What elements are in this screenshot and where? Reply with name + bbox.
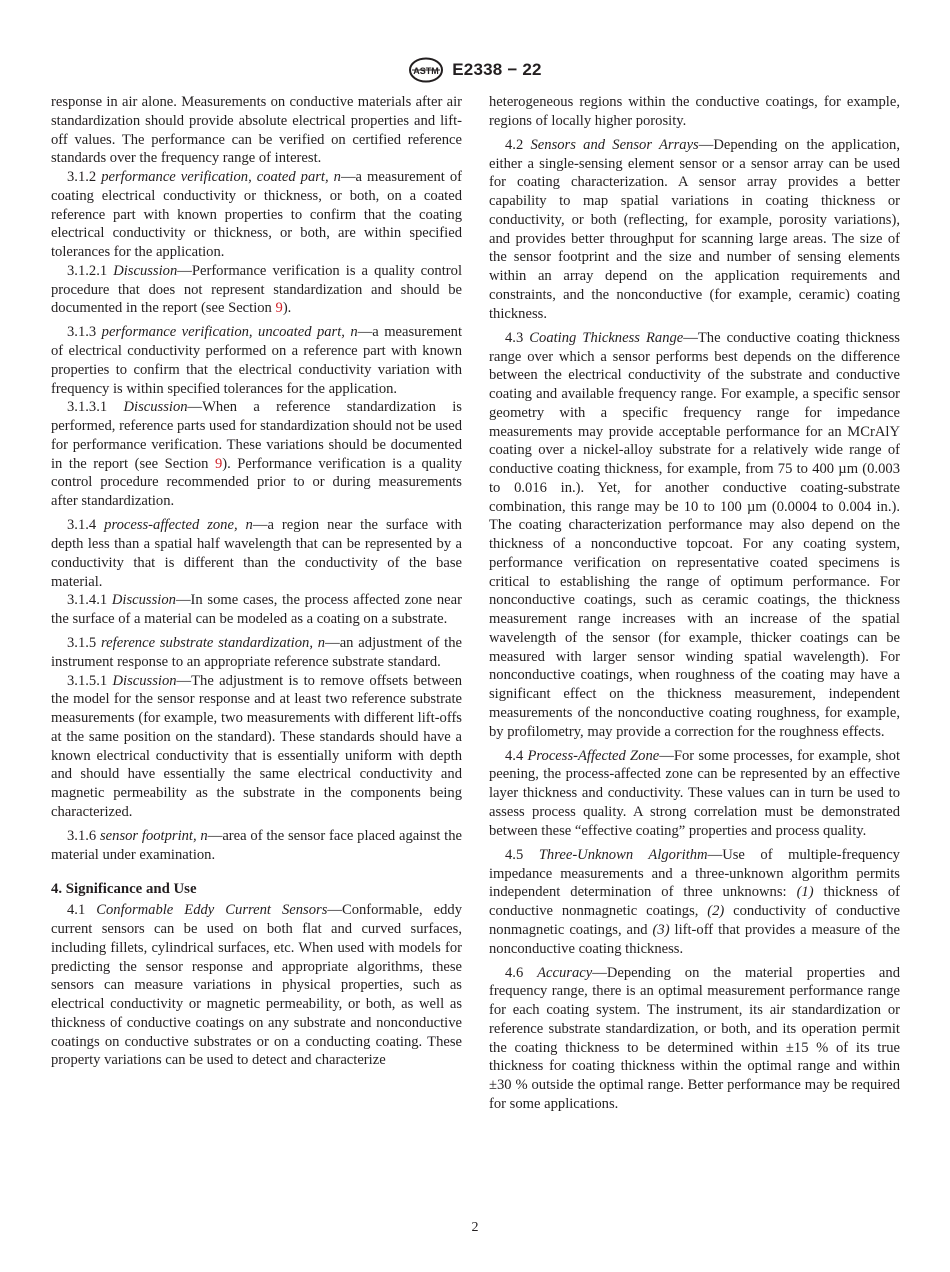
subsection-title: Accuracy bbox=[537, 964, 593, 981]
paragraph-4-5 bbox=[489, 846, 900, 959]
paragraph-number: 4.5 bbox=[505, 846, 524, 863]
paragraph-text: —For some processes, for example, shot peening, the process-affected zone can be represented by an effective layer thickness and conductivity. These values can in turn be used to assess process quality. A strong correlation must be demonstrated between these “effective coating” properties and process quality. bbox=[489, 747, 901, 839]
paragraph-3-1-4 bbox=[51, 516, 462, 591]
paragraph-number: 3.1.4 bbox=[67, 517, 97, 534]
subsection-title: Coating Thickness Range bbox=[529, 329, 684, 346]
paragraph-text: —Performance verification is a quality control procedure that does not represent standardization and should be documented in the report (see Section bbox=[51, 262, 462, 317]
section-link[interactable]: 9 bbox=[275, 300, 283, 317]
defined-term: performance verification, coated part, n bbox=[101, 169, 341, 185]
defined-term: process-affected zone, n bbox=[104, 517, 253, 534]
page-number: 2 bbox=[471, 1220, 479, 1235]
paragraph-number: 3.1.4.1 bbox=[67, 592, 108, 609]
subsection-title: Process-Affected Zone bbox=[527, 747, 660, 764]
paragraph-text: —Use of multiple-frequency impedance measurements and a three-unknown algorithm permits independent determination of three unknowns: bbox=[489, 846, 900, 901]
paragraph-3-1-3-1 bbox=[51, 398, 462, 511]
paragraph-4-3 bbox=[489, 329, 900, 742]
paragraph-text: —The adjustment is to remove offsets between the model for the sensor response and at least two reference substrate measurements (for example, two measurements with different lift-offs at the same position on the standard). These standards should have a known electrical conductivity that is essentially uniform with depth and should have essentially the same electrical conductivity and magnetic permeability as the substrate in the components being characterized. bbox=[51, 672, 462, 820]
paragraph-4-1 bbox=[51, 901, 462, 1070]
discussion-label: Discussion bbox=[111, 592, 176, 609]
defined-term: performance verification, uncoated part, n bbox=[101, 324, 358, 341]
paragraph-4-2 bbox=[489, 136, 900, 324]
astm-logo-icon bbox=[408, 57, 444, 83]
paragraph-text: —a measurement of coating electrical conductivity or thickness, or both, on a coated reference part with known properties to confirm that the coating electrical conductivity or thickness, or both, are within specified tolerances for the application. bbox=[51, 169, 462, 260]
enumeration-marker: (2) bbox=[707, 903, 725, 920]
paragraph-number: 4.6 bbox=[505, 964, 524, 981]
paragraph-number: 4.4 bbox=[505, 747, 524, 764]
paragraph-text: —Conformable, eddy current sensors can be used on both flat and curved surfaces, including fillets, cylindrical surfaces, etc. When used with models for predicting the sensor response and appropriate algorithms, these sensors can measure variations in physical properties, such as electrical conductivity or magnetic permeability, or both, as well as thickness of conductive coatings on any substrate and nonconductive coatings on conductive substrates or on a conducting coating. These property variations can be used to detect and characterize bbox=[51, 902, 462, 1069]
paragraph-number: 4.3 bbox=[505, 329, 524, 346]
paragraph-text: ). Performance verification is a quality control procedure recommended prior to or during measurements after standardization. bbox=[51, 455, 462, 510]
paragraph-text: —a region near the surface with depth less than a spatial half wavelength that can be represented by a conductivity that is different than the conductivity of the base material. bbox=[51, 517, 462, 590]
section-heading: 4. Significance and Use bbox=[51, 880, 197, 897]
paragraph-text: —Depending on the material properties and frequency range, there is an optimal measurement performance range for each coating system. The instrument, its air standardization or reference substrate standardization, or both, and its operation permit the coating thickness to be determined within ±15 % of its true thickness for coating thickness within the optimal range and within ±30 % outside the optimal range. Better performance may be required for some applications. bbox=[489, 964, 900, 1112]
paragraph-text: —a measurement of electrical conductivity performed on a reference part with known properties to confirm that the electrical conductivity variation with frequency is within specified tolerances for the application. bbox=[51, 324, 463, 397]
paragraph-number: 3.1.5.1 bbox=[67, 672, 108, 689]
paragraph-4-6 bbox=[489, 964, 900, 1114]
paragraph-3-1-2-1 bbox=[51, 262, 462, 318]
paragraph: heterogeneous regions within the conductive coatings, for example, regions of locally higher porosity. bbox=[489, 94, 900, 129]
paragraph-number: 3.1.2 bbox=[67, 169, 97, 185]
paragraph-number: 3.1.3 bbox=[67, 324, 97, 341]
paragraph-text: conductivity of conductive nonmagnetic coatings, and bbox=[489, 903, 900, 938]
discussion-label: Discussion bbox=[112, 672, 177, 689]
subsection-title: Conformable Eddy Current Sensors bbox=[96, 902, 328, 919]
paragraph-text: —an adjustment of the instrument response to an appropriate reference substrate standard. bbox=[51, 635, 463, 670]
paragraph-3-1-3 bbox=[51, 323, 462, 398]
paragraph-3-1-5 bbox=[51, 634, 462, 672]
paragraph-3-1-4-1 bbox=[51, 591, 462, 629]
enumeration-marker: (3) bbox=[652, 921, 670, 938]
paragraph-3-1-6 bbox=[51, 827, 462, 865]
paragraph-3-1-5-1 bbox=[51, 672, 462, 822]
paragraph-text: —area of the sensor face placed against the material under examination. bbox=[51, 828, 462, 863]
enumeration-marker: (1) bbox=[796, 884, 814, 901]
subsection-title: Sensors and Sensor Arrays bbox=[530, 136, 699, 153]
paragraph-text: —The conductive coating thickness range over which a sensor performs best depends on the difference between the electrical conductivity of the substrate and conductive coating and available frequency range. For example, a specific sensor geometry with a specific frequency range for impedance measurements may provide acceptable performance for an MCrAlY coating over a nickel-alloy substrate for a relatively wide range of conductive coating thickness, for example, from 75 to 400 µm (0.003 to 0.016 in.). Yet, for another conductive coating-substrate combination, this range may be 10 to 100 µm (0.0004 to 0.004 in.). The coating characterization performance may also depend on the thickness of a nonconductive topcoat. For any coating system, performance verification on representative coated specimens is critical to establishing the range of optimum performance. For nonconductive coatings, such as ceramic coatings, the thickness measurement range increases with an increase of the spatial wavelength of the sensor (for example, thicker coatings can be measured with larger sensor winding spatial wavelength). For nonconductive coatings, when roughness of the coating may have a significant effect on the thickness measurement, independent measurements of the nonconductive coating roughness, for example, by profilometry, may provide a correction for the roughness effects. bbox=[489, 329, 900, 740]
paragraph-number: 4.1 bbox=[67, 902, 86, 919]
defined-term: reference substrate standardization, n bbox=[101, 635, 326, 652]
discussion-label: Discussion bbox=[113, 262, 178, 279]
paragraph-text: thickness of conductive nonmagnetic coatings, bbox=[489, 884, 900, 920]
paragraph-number: 3.1.5 bbox=[67, 635, 97, 652]
paragraph-number: 3.1.6 bbox=[67, 828, 97, 845]
defined-term: sensor footprint, n bbox=[99, 828, 208, 845]
paragraph-text: —Depending on the application, either a single-sensing element sensor or a sensor array can be used for coating characterization. A sensor array provides a better capability to map spatial variations in coating thickness or conductivity, or both (reflecting, for example, porosity variations), and provides better throughput for scanning large areas. The size of the sensor footprint and the size and number of sensing elements within an array depend on the application requirements and constraints, and the nonconductive (for example, ceramic) coating thickness. bbox=[489, 136, 901, 322]
paragraph-number: 3.1.2.1 bbox=[67, 262, 108, 279]
paragraph-number: 4.2 bbox=[505, 136, 524, 153]
document-id: E2338 − 22 bbox=[452, 60, 542, 79]
paragraph-text: —In some cases, the process affected zone near the surface of a material can be modeled as a coating on a substrate. bbox=[51, 592, 462, 628]
paragraph-text: lift-off that provides a measure of the nonconductive coating thickness. bbox=[489, 921, 900, 957]
paragraph-text: ). bbox=[282, 300, 292, 317]
section-link[interactable]: 9 bbox=[214, 455, 223, 472]
left-column bbox=[51, 93, 462, 1070]
right-column bbox=[489, 93, 900, 1114]
page-header bbox=[0, 56, 950, 84]
paragraph-text: —When a reference standardization is performed, reference parts used for standardization should not be used for performance verification. These variations should be documented in the report (see Section bbox=[51, 399, 462, 472]
svg-text:ASTM: ASTM bbox=[413, 66, 440, 76]
paragraph: response in air alone. Measurements on conductive materials after air standardization should provide absolute electrical properties and lift-off values. The performance can be verified on certified reference standards over the frequency range of interest. bbox=[51, 94, 462, 167]
subsection-title: Three-Unknown Algorithm bbox=[538, 846, 708, 863]
paragraph-number: 3.1.3.1 bbox=[67, 399, 108, 416]
paragraph-4-4 bbox=[489, 747, 900, 841]
discussion-label: Discussion bbox=[123, 399, 188, 416]
paragraph-3-1-2 bbox=[51, 168, 462, 262]
